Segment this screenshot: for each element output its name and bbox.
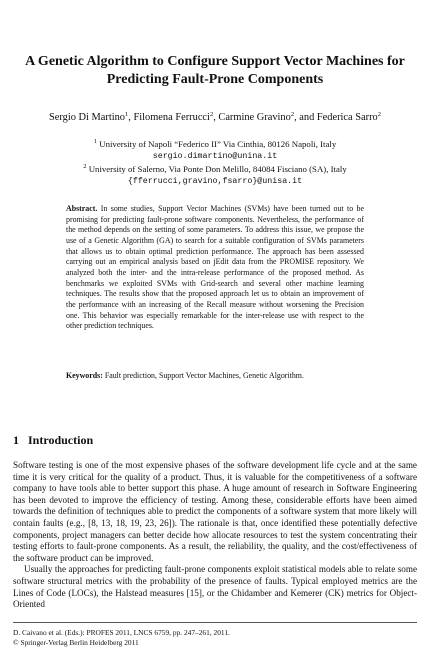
section-title: Introduction: [28, 433, 94, 447]
keywords-label: Keywords:: [66, 371, 103, 380]
body-paragraph: Usually the approaches for predicting fault-prone components exploit statistical models able to relate some software structural metrics with the probability of the presence of faults. Typical employed metrics are the Lines of Code (LOCs), the Halstead measures [15], or the Chidamber and Kemerer (CK) metrics for Object-Oriented: [13, 564, 417, 610]
abstract-label: Abstract.: [66, 204, 98, 213]
keywords: [66, 371, 364, 382]
affiliation-marker: 2: [290, 111, 295, 118]
section-body: [13, 460, 417, 611]
author: Sergio Di Martino$^1$,: [49, 111, 134, 123]
affiliation-text: University of Salerno, Via Ponte Don Melillo, 84084 Fisciano (SA), Italy: [88, 164, 347, 174]
affiliation-number: 1: [93, 138, 98, 145]
author: Carmine Gravino$^2$, and: [218, 111, 317, 123]
section-heading: [13, 433, 93, 447]
body-paragraph: Software testing is one of the most expensive phases of the software development life cycle and at the same time it is very critical for the quality of a product. Thus, it is valuable for the competitiveness of a software company to have tools able to better support this phase. A huge amount of research in Software Engineering has been devoted to improve the efficiency of testing. Among these, considerable efforts have been aimed towards the definition of techniques able to predict the components of a software system that more likely will contain faults (e.g., [8, 13, 18, 19, 23, 26]). The rationale is that, once identified these potentially defective components, project managers can better decide how allocate resources to test the system concentrating their testing efforts to fault-prone components. As a result, the reliability, the quality, and the cost/effectiveness of the software product can be improved.: [13, 460, 417, 563]
affiliation-1: [0, 139, 430, 162]
affiliation-marker: 2: [209, 111, 214, 118]
affiliation-2: [0, 164, 430, 187]
copyright-line: © Springer-Verlag Berlin Heidelberg 2011: [13, 638, 139, 647]
footer-divider: [13, 622, 417, 623]
abstract-text: In some studies, Support Vector Machines (SVMs) have been turned out to be promising for predicting fault-prone software components. Nevertheless, the performance of the method depends on the setting of some parameters. To address this issue, we propose the use of a Genetic Algorithm (GA) to search for a suitable configuration of SVMs parameters that allows us to obtain optimal prediction performance. The approach has been assessed carrying out an empirical analysis based on jEdit data from the PROMISE repository. We analyzed both the inter- and the intra-release performance of the proposed method. As benchmarks we exploited SVMs with Grid-search and several other machine learning techniques. The results show that the proposed approach let us to obtain an improvement of the performance with an increasing of the Recall measure without worsening the Precision one. This behavior was especially remarkable for the inter-release use with respect to the other prediction techniques.: [66, 204, 364, 331]
author-email: sergio.dimartino@unina.it: [152, 151, 278, 161]
affiliation-text: University of Napoli “Federico II” Via Cinthia, 80126 Napoli, Italy: [99, 139, 337, 149]
author: Federica Sarro$^2$: [316, 111, 381, 123]
section-number: 1: [13, 433, 19, 447]
keywords-text: Fault prediction, Support Vector Machines, Genetic Algorithm.: [104, 371, 304, 380]
author-email: {fferrucci,gravino,fsarro}@unisa.it: [127, 176, 303, 186]
author: Filomena Ferrucci$^2$,: [133, 111, 219, 123]
paper-title: A Genetic Algorithm to Configure Support Vector Machines for Predicting Fault-Prone Components: [25, 54, 405, 87]
affiliation-marker: 1: [125, 111, 129, 118]
page-footer: [13, 628, 417, 648]
affiliation-marker: 2: [377, 111, 381, 118]
affiliation-number: 2: [83, 163, 87, 170]
author-list: [0, 111, 430, 125]
citation-line: D. Caivano et al. (Eds.): PROFES 2011, LNCS 6759, pp. 247–261, 2011.: [13, 628, 230, 637]
abstract: [66, 204, 364, 332]
